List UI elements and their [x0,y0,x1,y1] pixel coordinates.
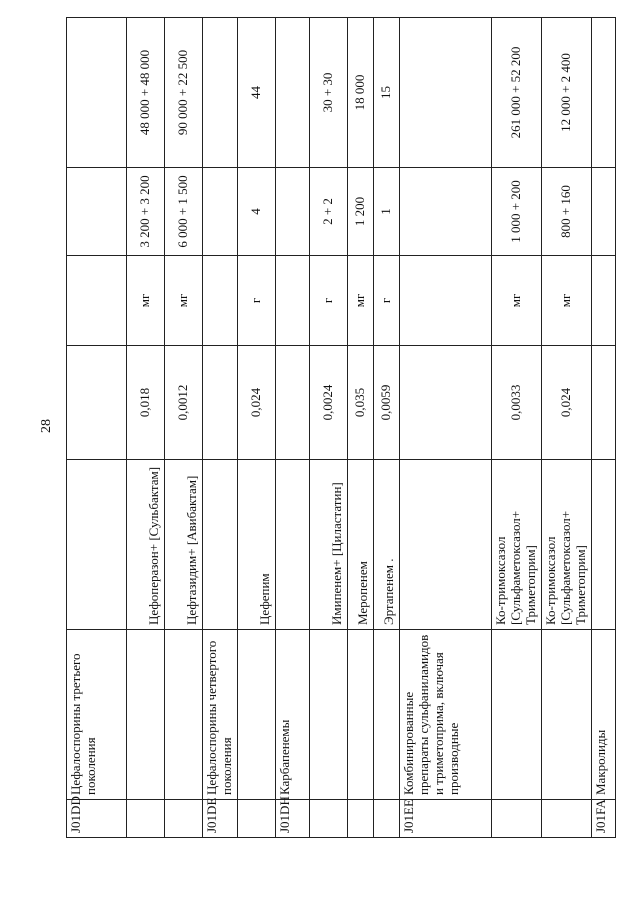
rotated-table-frame [66,18,608,838]
unit-cell: мг [347,256,373,346]
total-cell: 261 000 + 52 200 [491,18,541,168]
ddd-value-cell [399,346,491,460]
ddd-value-cell [67,346,127,460]
table-row [541,18,591,838]
table-row [309,18,347,838]
group-name-cell [127,630,165,800]
ddd-value-cell [591,346,615,460]
group-name-cell: Цефалоспорины четвертого поколения [203,630,238,800]
unit-cell [275,256,309,346]
quantity-cell: 800 + 160 [541,168,591,256]
table-row [491,18,541,838]
atc-code-cell [541,800,591,838]
ddd-value-cell: 0,018 [127,346,165,460]
quantity-cell: 6 000 + 1 500 [165,168,203,256]
group-name-cell [373,630,399,800]
drug-name-cell [67,460,127,630]
unit-cell: г [309,256,347,346]
atc-code-cell [373,800,399,838]
table-row [127,18,165,838]
drug-name-cell: Цефоперазон+ [Сульбактам] [127,460,165,630]
table-body [67,18,616,838]
total-cell: 30 + 30 [309,18,347,168]
table-row [237,18,275,838]
ddd-value-cell: 0,0059 [373,346,399,460]
ddd-value-cell [203,346,238,460]
atc-code-cell [127,800,165,838]
atc-code-cell: J01DE [203,800,238,838]
group-name-cell [309,630,347,800]
group-name-cell: Комбинированные препараты сульфаниламидов и триметоприма, включая производные [399,630,491,800]
atc-code-cell [491,800,541,838]
total-cell: 12 000 + 2 400 [541,18,591,168]
group-name-cell [165,630,203,800]
drug-name-cell [275,460,309,630]
atc-code-cell [165,800,203,838]
table-container [66,18,608,838]
quantity-cell: 1 [373,168,399,256]
quantity-cell [591,168,615,256]
ddd-value-cell [275,346,309,460]
total-cell: 90 000 + 22 500 [165,18,203,168]
unit-cell: мг [165,256,203,346]
atc-code-cell [347,800,373,838]
total-cell: 15 [373,18,399,168]
unit-cell: мг [491,256,541,346]
quantity-cell [275,168,309,256]
total-cell [591,18,615,168]
drug-name-cell [399,460,491,630]
quantity-cell [203,168,238,256]
group-name-cell: Цефалоспорины третьего поколения [67,630,127,800]
group-name-cell: Карбапенемы [275,630,309,800]
total-cell: 18 000 [347,18,373,168]
unit-cell: мг [127,256,165,346]
drug-name-cell: Цефтазидим+ [Авибактам] [165,460,203,630]
quantity-cell [399,168,491,256]
table-row [275,18,309,838]
table-row [373,18,399,838]
drug-name-cell: Цефепим [237,460,275,630]
total-cell: 44 [237,18,275,168]
table-row [165,18,203,838]
table-row [203,18,238,838]
unit-cell: г [373,256,399,346]
unit-cell [67,256,127,346]
table-row [399,18,491,838]
ddd-value-cell: 0,035 [347,346,373,460]
atc-code-cell [309,800,347,838]
unit-cell: г [237,256,275,346]
group-name-cell [541,630,591,800]
table-row [347,18,373,838]
unit-cell: мг [541,256,591,346]
drug-name-cell: Эртапенем . [373,460,399,630]
quantity-cell: 3 200 + 3 200 [127,168,165,256]
drug-table [66,17,616,838]
page-number: 28 [39,419,54,433]
unit-cell [399,256,491,346]
atc-code-cell: J01EE [399,800,491,838]
ddd-value-cell: 0,0033 [491,346,541,460]
drug-name-cell: Ко-тримоксазол [Сульфаметоксазол+ Триметоприм] [491,460,541,630]
table-row [591,18,615,838]
unit-cell [591,256,615,346]
group-name-cell [237,630,275,800]
drug-name-cell [203,460,238,630]
drug-name-cell: Имипенем+ [Циластатин] [309,460,347,630]
total-cell [67,18,127,168]
table-row [67,18,127,838]
total-cell: 48 000 + 48 000 [127,18,165,168]
ddd-value-cell: 0,0012 [165,346,203,460]
atc-code-cell [237,800,275,838]
atc-code-cell: J01DD [67,800,127,838]
total-cell [203,18,238,168]
atc-code-cell: J01FA [591,800,615,838]
ddd-value-cell: 0,024 [237,346,275,460]
quantity-cell: 4 [237,168,275,256]
quantity-cell: 1 000 + 200 [491,168,541,256]
quantity-cell: 1 200 [347,168,373,256]
total-cell [399,18,491,168]
quantity-cell: 2 + 2 [309,168,347,256]
drug-name-cell: Меропенем [347,460,373,630]
ddd-value-cell: 0,0024 [309,346,347,460]
quantity-cell [67,168,127,256]
group-name-cell: Макролиды [591,630,615,800]
unit-cell [203,256,238,346]
total-cell [275,18,309,168]
atc-code-cell: J01DH [275,800,309,838]
ddd-value-cell: 0,024 [541,346,591,460]
group-name-cell [347,630,373,800]
group-name-cell [491,630,541,800]
drug-name-cell: Ко-тримоксазол [Сульфаметоксазол+ Триметоприм] [541,460,591,630]
drug-name-cell [591,460,615,630]
